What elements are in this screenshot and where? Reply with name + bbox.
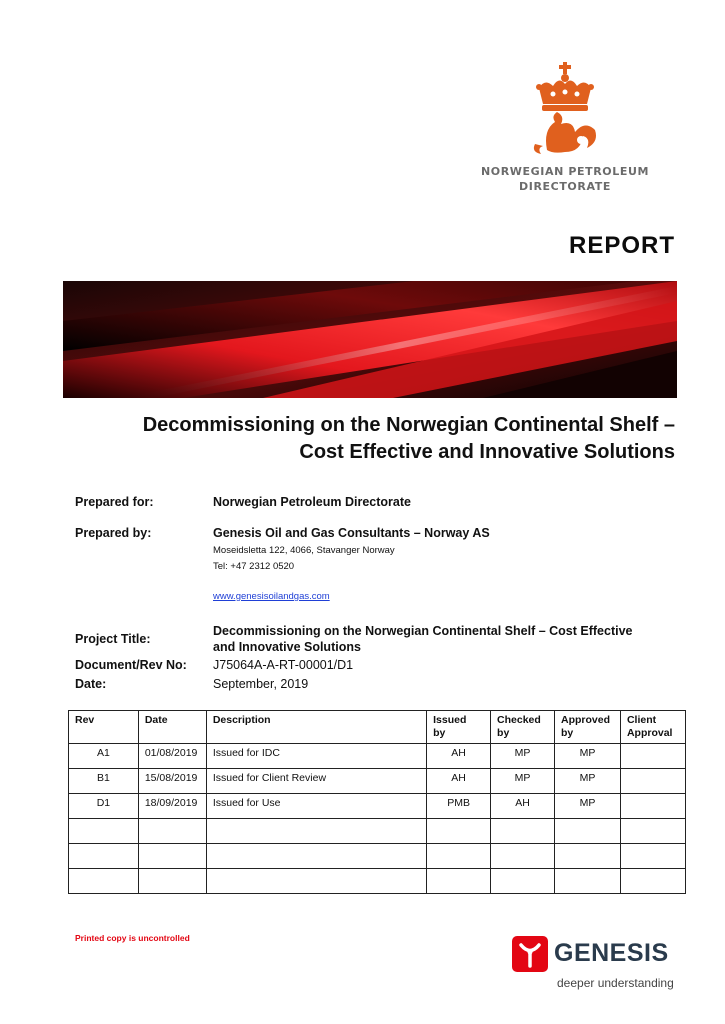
cell-date: 15/08/2019	[138, 769, 206, 794]
report-title-line1: Decommissioning on the Norwegian Continental Shelf –	[142, 414, 675, 436]
cell-issued: PMB	[427, 794, 491, 819]
company-tel: Tel: +47 2312 0520	[213, 561, 295, 572]
date-label: Date:	[75, 677, 107, 691]
cover-banner	[63, 281, 677, 398]
table-row	[69, 844, 686, 869]
cell-rev: D1	[69, 794, 139, 819]
table-row	[69, 819, 686, 844]
cell-client	[620, 744, 685, 769]
cell-date: 18/09/2019	[138, 794, 206, 819]
cell-checked: MP	[491, 769, 555, 794]
cell-checked: MP	[491, 744, 555, 769]
header-issued-by: Issued by	[427, 711, 491, 744]
npd-name-line2: DIRECTORATE	[519, 180, 611, 193]
cell-approved: MP	[555, 769, 621, 794]
cell-issued	[427, 844, 491, 869]
prepared-for-label: Prepared for:	[75, 495, 154, 509]
report-label: REPORT	[568, 232, 675, 259]
revision-table-header	[69, 711, 686, 744]
cell-description	[206, 819, 426, 844]
cell-description	[206, 869, 426, 894]
cell-rev: B1	[69, 769, 139, 794]
cell-issued	[427, 819, 491, 844]
genesis-tagline: deeper understanding	[557, 976, 674, 990]
cell-description: Issued for IDC	[206, 744, 426, 769]
genesis-logo	[512, 936, 682, 996]
report-title	[60, 412, 675, 466]
revision-table	[68, 710, 686, 894]
report-title-line2: Cost Effective and Innovative Solutions	[299, 441, 675, 463]
cell-checked	[491, 844, 555, 869]
cell-description: Issued for Use	[206, 794, 426, 819]
header-checked-by: Checked by	[491, 711, 555, 744]
cell-description	[206, 844, 426, 869]
cell-issued: AH	[427, 744, 491, 769]
cell-date: 01/08/2019	[138, 744, 206, 769]
prepared-by-value: Genesis Oil and Gas Consultants – Norway AS	[213, 526, 490, 540]
cell-approved	[555, 844, 621, 869]
cell-client	[620, 869, 685, 894]
cell-date	[138, 844, 206, 869]
project-title-label: Project Title:	[75, 632, 151, 646]
table-row	[69, 744, 686, 769]
cell-approved	[555, 819, 621, 844]
npd-crown-lion-icon	[525, 60, 605, 160]
header-client-approval: Client Approval	[620, 711, 685, 744]
cell-checked	[491, 869, 555, 894]
cell-approved: MP	[555, 744, 621, 769]
header-date: Date	[138, 711, 206, 744]
cell-rev	[69, 819, 139, 844]
cell-client	[620, 844, 685, 869]
cell-rev: A1	[69, 744, 139, 769]
cell-date	[138, 869, 206, 894]
prepared-for-value: Norwegian Petroleum Directorate	[213, 495, 411, 509]
cell-client	[620, 794, 685, 819]
npd-logo	[470, 60, 660, 200]
project-title-line1: Decommissioning on the Norwegian Continental Shelf – Cost Effective	[213, 624, 633, 638]
doc-rev-label: Document/Rev No:	[75, 658, 187, 672]
table-row	[69, 769, 686, 794]
table-row	[69, 794, 686, 819]
cell-date	[138, 819, 206, 844]
cell-issued: AH	[427, 769, 491, 794]
uncontrolled-notice: Printed copy is uncontrolled	[75, 933, 190, 943]
cell-rev	[69, 844, 139, 869]
cell-description: Issued for Client Review	[206, 769, 426, 794]
date-value: September, 2019	[213, 677, 309, 691]
project-title-line2: and Innovative Solutions	[213, 640, 361, 654]
header-approved-by: Approved by	[555, 711, 621, 744]
cell-client	[620, 769, 685, 794]
doc-rev-value: J75064A-A-RT-00001/D1	[213, 658, 354, 672]
cell-issued	[427, 869, 491, 894]
company-website-link[interactable]: www.genesisoilandgas.com	[213, 591, 330, 602]
cell-client	[620, 819, 685, 844]
table-row	[69, 869, 686, 894]
cell-rev	[69, 869, 139, 894]
genesis-mark-icon	[512, 936, 548, 972]
genesis-wordmark: GENESIS	[554, 939, 669, 967]
cell-approved: MP	[555, 794, 621, 819]
prepared-by-label: Prepared by:	[75, 526, 152, 540]
header-rev: Rev	[69, 711, 139, 744]
npd-name-line1: NORWEGIAN PETROLEUM	[480, 165, 650, 178]
company-address: Moseidsletta 122, 4066, Stavanger Norway	[213, 545, 395, 556]
cell-checked: AH	[491, 794, 555, 819]
cell-approved	[555, 869, 621, 894]
cell-checked	[491, 819, 555, 844]
header-description: Description	[206, 711, 426, 744]
